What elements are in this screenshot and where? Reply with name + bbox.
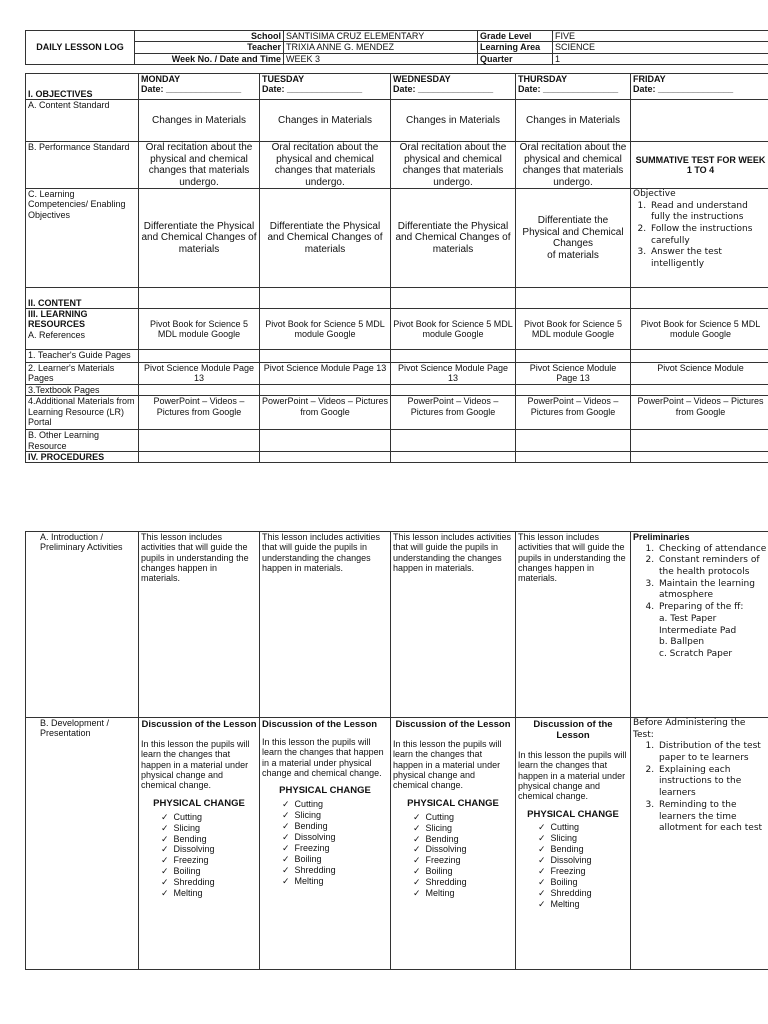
summative-test: SUMMATIVE TEST FOR WEEK 1 TO 4 [631, 142, 768, 189]
learners-materials-cell: Pivot Science Module Page 13 [391, 363, 516, 385]
preliminaries-cell: Preliminaries 1. Checking of attendance 2. Constant reminders of the health protocols 3. Maintain the learning atmosphere 4. Preparing of the ff: a. Test Paper Intermediate Pad b. Ballpen c. Scratch Paper [631, 532, 768, 718]
day-header: WEDNESDAY Date: _______________ [391, 74, 516, 100]
references-cell: Pivot Book for Science 5 MDL module Google [631, 309, 768, 350]
procedures-heading: IV. PROCEDURES [26, 452, 139, 463]
content-standard-cell: Changes in Materials [391, 100, 516, 142]
other-resource-label: B. Other Learning Resource [26, 430, 139, 452]
teacher-label: Teacher [135, 42, 284, 53]
intro-cell: This lesson includes activities that will guide the pupils in understanding the changes happen in materials. [139, 532, 260, 718]
performance-standard-cell: Oral recitation about the physical and chemical changes that materials undergo. [260, 142, 391, 189]
lesson-table-bottom [25, 531, 768, 970]
additional-materials-cell: PowerPoint – Videos – Pictures from Google [631, 396, 768, 430]
day-header: THURSDAY Date: _______________ [516, 74, 631, 100]
before-test-cell: Before Administering the Test: 1. Distribution of the test paper to te learners 2. Explaining each instructions to the learners 3. Reminding to the learners the time allotment for each test [631, 718, 768, 970]
intro-label: A. Introduction / Preliminary Activities [26, 532, 139, 718]
log-title: DAILY LESSON LOG [26, 31, 135, 65]
additional-materials-cell: PowerPoint – Videos – Pictures from Google [516, 396, 631, 430]
development-cell: Discussion of the Lesson In this lesson the pupils will learn the changes that happen in a material under physical change and chemical change. PHYSICAL CHANGE ✓ Cutting ✓ Slicing ✓ Bending ✓ Dissolving ✓ Freezing ✓ Boiling ✓ Shredding ✓ Melting [516, 718, 631, 970]
development-label: B. Development / Presentation [26, 718, 139, 970]
objectives-heading: I. OBJECTIVES [26, 74, 139, 100]
day-header: MONDAY Date: _______________ [139, 74, 260, 100]
competency-cell: Differentiate the Physical and Chemical Changes of materials [139, 189, 260, 288]
textbook-label: 3.Textbook Pages [26, 385, 139, 396]
learners-materials-cell: Pivot Science Module Page 13 [139, 363, 260, 385]
content-heading: II. CONTENT [26, 288, 139, 309]
grade-value: FIVE [553, 31, 768, 42]
performance-standard-cell: Oral recitation about the physical and chemical changes that materials undergo. [391, 142, 516, 189]
development-cell: Discussion of the Lesson In this lesson the pupils will learn the changes that happen in a material under physical change and chemical change. PHYSICAL CHANGE ✓ Cutting ✓ Slicing ✓ Bending ✓ Dissolving ✓ Freezing ✓ Boiling ✓ Shredding ✓ Melting [139, 718, 260, 970]
development-cell: Discussion of the Lesson In this lesson the pupils will learn the changes that happen in a material under physical change and chemical change. PHYSICAL CHANGE ✓ Cutting ✓ Slicing ✓ Bending ✓ Dissolving ✓ Freezing ✓ Boiling ✓ Shredding ✓ Melting [391, 718, 516, 970]
competency-cell-thursday: Differentiate the Physical and Chemical Changes of materials [516, 189, 631, 288]
area-label: Learning Area [478, 42, 553, 53]
references-cell: Pivot Book for Science 5 MDL module Google [516, 309, 631, 350]
development-cell: Discussion of the Lesson In this lesson the pupils will learn the changes that happen in a material under physical change and chemical change. PHYSICAL CHANGE ✓ Cutting ✓ Slicing ✓ Bending ✓ Dissolving ✓ Freezing ✓ Boiling ✓ Shredding ✓ Melting [260, 718, 391, 970]
friday-objectives: Objective 1. Read and understand fully the instructions 2. Follow the instructions carefully 3. Answer the test intelligently [631, 189, 768, 288]
learners-materials-label: 2. Learner's Materials Pages [26, 363, 139, 385]
week-value: WEEK 3 [284, 53, 478, 64]
school-label: School [135, 31, 284, 42]
area-value: SCIENCE [553, 42, 768, 53]
day-header: FRIDAY Date: _______________ [631, 74, 768, 100]
competencies-label: C. Learning Competencies/ Enabling Objectives [26, 189, 139, 288]
learners-materials-cell: Pivot Science Module [631, 363, 768, 385]
quarter-label: Quarter [478, 53, 553, 64]
content-standard-label: A. Content Standard [26, 100, 139, 142]
additional-materials-cell: PowerPoint – Videos – Pictures from Google [260, 396, 391, 430]
additional-materials-label: 4.Additional Materials from Learning Resource (LR) Portal [26, 396, 139, 430]
content-standard-cell: Changes in Materials [260, 100, 391, 142]
week-label: Week No. / Date and Time [135, 53, 284, 64]
performance-standard-cell: Oral recitation about the physical and chemical changes that materials undergo. [139, 142, 260, 189]
header-table [25, 30, 768, 65]
references-cell: Pivot Book for Science 5 MDL module Google [391, 309, 516, 350]
grade-label: Grade Level [478, 31, 553, 42]
competency-cell: Differentiate the Physical and Chemical Changes of materials [391, 189, 516, 288]
intro-cell: This lesson includes activities that will guide the pupils in understanding the changes happen in materials. [391, 532, 516, 718]
performance-standard-label: B. Performance Standard [26, 142, 139, 189]
content-standard-cell: Changes in Materials [139, 100, 260, 142]
teachers-guide-label: 1. Teacher's Guide Pages [26, 350, 139, 363]
school-value: SANTISIMA CRUZ ELEMENTARY [284, 31, 478, 42]
learners-materials-cell: Pivot Science Module Page 13 [260, 363, 391, 385]
references-cell: Pivot Book for Science 5 MDL module Google [260, 309, 391, 350]
lesson-table-top [25, 73, 768, 463]
intro-cell: This lesson includes activities that will guide the pupils in understanding the changes happen in materials. [516, 532, 631, 718]
learners-materials-cell: Pivot Science Module Page 13 [516, 363, 631, 385]
day-header: TUESDAY Date: _______________ [260, 74, 391, 100]
references-cell: Pivot Book for Science 5 MDL module Google [139, 309, 260, 350]
performance-standard-cell: Oral recitation about the physical and chemical changes that materials undergo. [516, 142, 631, 189]
references-label: III. LEARNING RESOURCES A. References [26, 309, 139, 350]
additional-materials-cell: PowerPoint – Videos – Pictures from Google [391, 396, 516, 430]
competency-cell: Differentiate the Physical and Chemical Changes of materials [260, 189, 391, 288]
content-standard-cell: Changes in Materials [516, 100, 631, 142]
additional-materials-cell: PowerPoint – Videos – Pictures from Google [139, 396, 260, 430]
teacher-value: TRIXIA ANNE G. MENDEZ [284, 42, 478, 53]
empty-cell [631, 100, 768, 142]
intro-cell: This lesson includes activities that will guide the pupils in understanding the changes happen in materials. [260, 532, 391, 718]
quarter-value: 1 [553, 53, 768, 64]
